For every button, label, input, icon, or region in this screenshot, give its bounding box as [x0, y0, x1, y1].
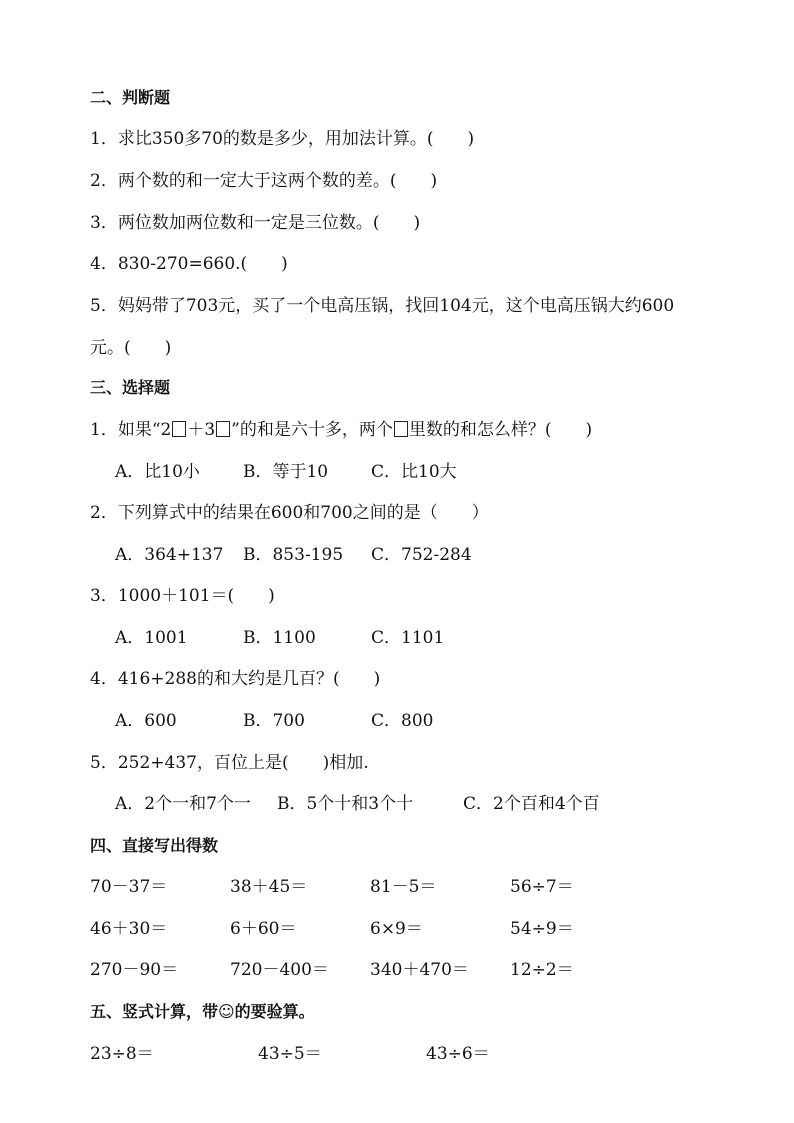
direct-cell: 70－37＝ [90, 877, 168, 897]
vertical-item: 43÷6＝ [426, 1044, 490, 1064]
direct-cell: 56÷7＝ [510, 877, 574, 897]
choice-q5-option-a: A．2个一和7个一 [115, 794, 251, 814]
blank-box [394, 421, 408, 437]
blank-box [172, 421, 186, 437]
blank-box [216, 421, 230, 437]
choice-q1 [90, 418, 592, 442]
choice-q2-option-b: B．853-195 [243, 545, 344, 565]
direct-cell: 38＋45＝ [230, 877, 308, 897]
judge-item-3: 3．两位数加两位数和一定是三位数。( ) [90, 213, 421, 233]
choice-q4-option-c: C．800 [371, 711, 434, 731]
section-title-vertical: 五、竖式计算，带☺的要验算。 [90, 1002, 315, 1021]
direct-cell: 6×9＝ [370, 919, 423, 939]
choice-q1-option-b: B．等于10 [243, 462, 329, 482]
choice-q4: 4．416+288的和大约是几百？( ) [90, 669, 381, 689]
choice-q3-option-a: A．1001 [115, 628, 188, 648]
choice-q5: 5．252+437，百位上是( )相加. [90, 753, 369, 773]
choice-q3-option-c: C．1101 [371, 628, 445, 648]
judge-item-2: 2．两个数的和一定大于这两个数的差。( ) [90, 171, 438, 191]
vertical-item: 43÷5＝ [258, 1044, 322, 1064]
judge-item-5-cont: 元。( ) [90, 338, 172, 358]
choice-q1-part-d: 里数的和怎么样？( ) [408, 420, 593, 440]
judge-item-1: 1．求比350多70的数是多少，用加法计算。( ) [90, 129, 475, 149]
judge-item-5: 5．妈妈带了703元，买了一个电高压锅，找回104元，这个电高压锅大约600 [90, 296, 675, 316]
choice-q1-option-a: A．比10小 [115, 462, 200, 482]
judge-item-4: 4．830-270=660.( ) [90, 254, 288, 274]
section-title-choice: 三、选择题 [90, 378, 171, 397]
direct-cell: 54÷9＝ [510, 919, 574, 939]
choice-q1-part-b: ＋3 [187, 420, 216, 440]
section-title-judge: 二、判断题 [90, 88, 171, 107]
direct-cell: 12÷2＝ [510, 960, 574, 980]
choice-q2: 2．下列算式中的结果在600和700之间的是（ ） [90, 503, 489, 523]
direct-cell: 340＋470＝ [370, 960, 469, 980]
choice-q1-part-a: 1．如果“2 [90, 420, 172, 440]
choice-q2-option-c: C．752-284 [371, 545, 472, 565]
section-title-direct: 四、直接写出得数 [90, 836, 219, 855]
direct-cell: 720－400＝ [230, 960, 329, 980]
choice-q4-option-b: B．700 [243, 711, 305, 731]
choice-q3-option-b: B．1100 [243, 628, 316, 648]
vertical-item: 23÷8＝ [90, 1044, 154, 1064]
direct-cell: 46＋30＝ [90, 919, 168, 939]
choice-q4-option-a: A．600 [115, 711, 177, 731]
choice-q1-option-c: C．比10大 [371, 462, 457, 482]
choice-q3: 3．1000＋101＝( ) [90, 586, 275, 606]
choice-q1-part-c: ”的和是六十多，两个 [231, 420, 393, 440]
choice-q5-option-b: B．5个十和3个十 [277, 794, 414, 814]
direct-cell: 81－5＝ [370, 877, 437, 897]
choice-q5-option-c: C．2个百和4个百 [463, 794, 600, 814]
choice-q2-option-a: A．364+137 [115, 545, 224, 565]
direct-cell: 270－90＝ [90, 960, 179, 980]
direct-cell: 6＋60＝ [230, 919, 297, 939]
